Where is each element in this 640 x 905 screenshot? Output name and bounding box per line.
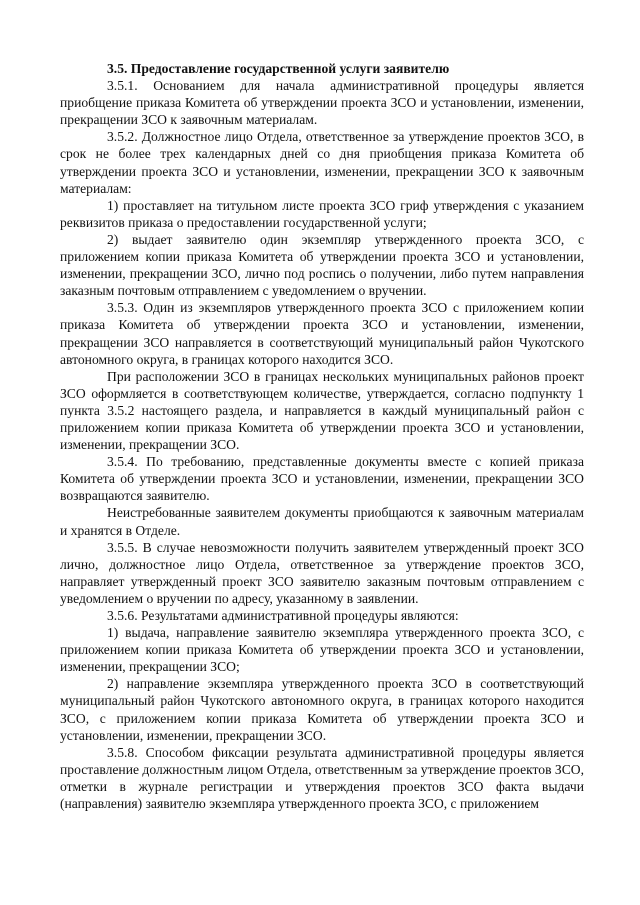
paragraph-3-5-5: 3.5.5. В случае невозможности получить заявителем утвержденный проект ЗСО лично, должностное лицо Отдела, ответственное за утверждение проектов ЗСО, направляет утвержденный проект ЗСО заявителю заказным почтовым отправлением с уведомлением о вручении по адресу, указанному в заявлении. [60, 539, 584, 606]
section-heading: 3.5. Предоставление государственной услуги заявителю [107, 61, 450, 76]
document-page [60, 60, 584, 812]
paragraph-3-5-2: 3.5.2. Должностное лицо Отдела, ответственное за утверждение проектов ЗСО, в срок не более трех календарных дней со дня приобщения приказа Комитета об утверждении проекта ЗСО и установлении, изменении, прекращении ЗСО к заявочным материалам: [60, 129, 584, 196]
paragraph-3-5-4: 3.5.4. По требованию, представленные документы вместе с копией приказа Комитета об утверждении проекта ЗСО и установлении, изменении, прекращении ЗСО возвращаются заявителю. [60, 454, 584, 504]
paragraph-3-5-6-item-2: 2) направление экземпляра утвержденного проекта ЗСО в соответствующий муниципальный район Чукотского автономного округа, в границах которого находится ЗСО, с приложением копии приказа Комитета об утверждении проекта ЗСО и установлении, изменении, прекращении ЗСО. [60, 676, 584, 743]
paragraph-3-5-6-item-1: 1) выдача, направление заявителю экземпляра утвержденного проекта ЗСО, с приложением копии приказа Комитета об утверждении проекта ЗСО и установлении, изменении, прекращении ЗСО; [60, 625, 584, 675]
paragraph-3-5-3: 3.5.3. Один из экземпляров утвержденного проекта ЗСО с приложением копии приказа Комитета об утверждении проекта ЗСО и установлении, изменении, прекращении ЗСО направляется в соответствующий муниципальный район Чукотского автономного округа, в границах которого находится ЗСО. [60, 300, 584, 367]
paragraph-3-5-1: 3.5.1. Основанием для начала административной процедуры является приобщение приказа Комитета об утверждении проекта ЗСО и установлении, изменении, прекращении ЗСО к заявочным материалам. [60, 78, 584, 128]
paragraph-3-5-3-continued: При расположении ЗСО в границах нескольких муниципальных районов проект ЗСО оформляется в соответствующем количестве, утверждается, согласно подпункту 1 пункта 3.5.2 настоящего раздела, и направляется в каждый муниципальный район с приложением копии приказа Комитета об утверждении проекта ЗСО и установлении, изменении, прекращении ЗСО. [60, 368, 584, 453]
paragraph-3-5-2-item-1: 1) проставляет на титульном листе проекта ЗСО гриф утверждения с указанием реквизитов приказа о предоставлении государственной услуги; [60, 197, 584, 230]
paragraph-3-5-4-continued: Неистребованные заявителем документы приобщаются к заявочным материалам и хранятся в Отделе. [60, 505, 584, 538]
paragraph-3-5-8: 3.5.8. Способом фиксации результата административной процедуры является проставление должностным лицом Отдела, ответственным за утверждение проектов ЗСО, отметки в журнале регистрации и утверждения проектов ЗСО факта выдачи (направления) заявителю экземпляра утвержденного проекта ЗСО, с приложением [60, 744, 584, 812]
paragraph-3-5-2-item-2: 2) выдает заявителю один экземпляр утвержденного проекта ЗСО, с приложением копии приказа Комитета об утверждении проекта ЗСО и установлении, изменении, прекращении ЗСО, лично под роспись о получении, либо путем направления заказным почтовым отправлением с уведомлением о вручении. [60, 231, 584, 299]
paragraph-3-5-6: 3.5.6. Результатами административной процедуры являются: [107, 608, 459, 623]
